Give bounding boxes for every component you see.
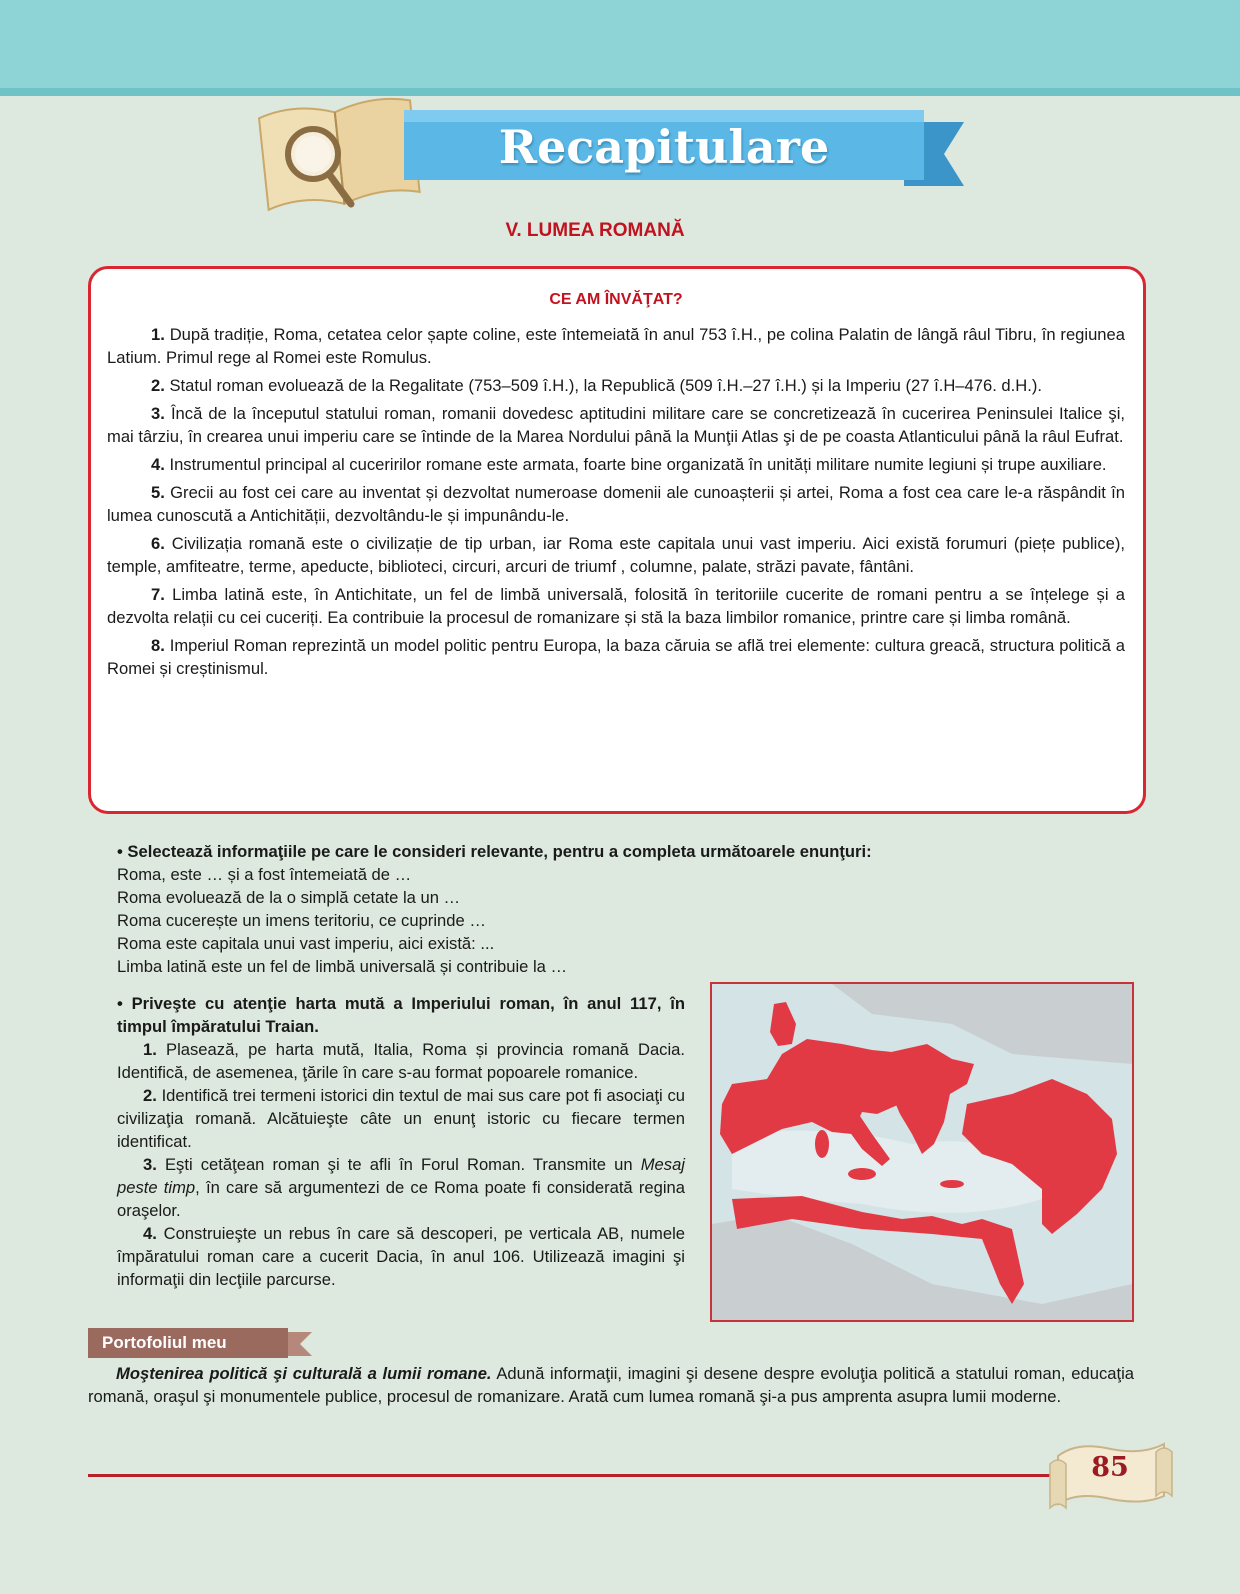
section-title: V. LUMEA ROMANĂ — [505, 220, 685, 241]
top-banner — [0, 0, 1240, 88]
item-text: Grecii au fost cei care au inventat și dezvoltat numeroase domenii ale cunoașterii și artei, Roma a fost cea care le-a răspândit în lumea cunoscută a Antichității, dezvoltându-le și impunându-le. — [107, 483, 1125, 525]
summary-item — [107, 374, 1125, 397]
item-text: După tradiție, Roma, cetatea celor șapte coline, este întemeiată în anul 753 î.H., pe colina Palatin de lângă râul Tibru, în regiunea Latium. Primul rege al Romei este Romulus. — [107, 325, 1125, 367]
item-text: Plasează, pe harta mută, Italia, Roma și provincia romană Dacia. Identifică, de asemenea, ţările în care s-au format popoarele romanice. — [117, 1040, 685, 1082]
item-text: Statul roman evoluează de la Regalitate (753–509 î.H.), la Republică (509 î.H.–27 î.H.) și la Imperiu (27 î.H–476. d.H.). — [164, 376, 1043, 395]
item-number: 1. — [151, 325, 165, 344]
item-number: 3. — [151, 404, 165, 423]
item-text: Limba latină este, în Antichitate, un fel de limbă universală, folosită în teritoriile cucerite de romani pentru a se înțelege și a dezvolta relații cu cei cuceriți. Ea contribuie la procesul de romanizare și stă la baza limbilor romanice, printre care și limba română. — [107, 585, 1125, 627]
completion-exercise — [117, 840, 1047, 978]
item-number: 3. — [143, 1155, 157, 1174]
summary-item — [107, 402, 1125, 448]
item-text-end: , în care să argumentezi de ce Roma poate fi considerată regina oraşelor. — [117, 1178, 685, 1220]
exercise-line: Roma cucerește un imens teritoriu, ce cuprinde … — [117, 911, 486, 930]
empire-map-drawing — [712, 984, 1132, 1320]
portfolio-text — [88, 1362, 1134, 1408]
item-number: 7. — [151, 585, 165, 604]
portfolio-label: Portofoliul meu — [102, 1333, 227, 1352]
footer-divider — [88, 1474, 1056, 1477]
top-banner-edge — [0, 88, 1240, 96]
item-number: 4. — [143, 1224, 157, 1243]
item-number: 8. — [151, 636, 165, 655]
map-exercise — [117, 992, 685, 1291]
item-text: Instrumentul principal al cuceririlor romane este armata, foarte bine organizată în unități militare numite legiuni și trupe auxiliare. — [164, 455, 1107, 474]
item-text: Încă de la începutul statului roman, romanii dovedesc aptitudini militare care se concretizează în cucerirea Peninsulei Italice şi, mai târziu, în crearea unui imperiu care se întinde de la Marea Nordului până la Munţii Atlas şi de pe coasta Atlanticului până la râul Eufrat. — [107, 404, 1125, 446]
book-magnifier-icon — [255, 92, 425, 212]
page-title: Recapitulare — [498, 120, 830, 174]
item-number: 5. — [151, 483, 165, 502]
exercise-line: Limba latină este un fel de limbă universală și contribuie la … — [117, 957, 568, 976]
summary-title: CE AM ÎNVĂŢAT? — [549, 291, 683, 308]
summary-item — [107, 323, 1125, 369]
exercise-line: Roma este capitala unui vast imperiu, aici există: ... — [117, 934, 495, 953]
exercise-line: Roma, este … și a fost întemeiată de … — [117, 865, 412, 884]
exercise-line: Roma evoluează de la o simplă cetate la un … — [117, 888, 461, 907]
item-emphasis: Mesaj peste timp — [117, 1155, 685, 1197]
summary-item — [107, 634, 1125, 680]
item-text: Civilizația romană este o civilizație de tip urban, iar Roma este capitala unui vast imperiu. Aici există forumuri (piețe publice), temple, amfiteatre, terme, apeducte, biblioteci, circuri, arcuri de triumf , columne, palate, străzi pavate, fântâni. — [107, 534, 1125, 576]
summary-item — [107, 532, 1125, 578]
map-exercise-item — [117, 1222, 685, 1291]
item-text: Eşti cetăţean roman şi te afli în Forul Roman. Transmite un — [156, 1155, 641, 1174]
map-exercise-item — [117, 1153, 685, 1222]
portfolio-description: Adună informaţii, imagini şi desene despre evoluţia politică a statului roman, educaţia romană, oraşul şi monumentele publice, procesul de romanizare. Arată cum lumea romană şi-a pus amprenta asupra lumii moderne. — [88, 1364, 1134, 1406]
portfolio-topic: Moştenirea politică şi culturală a lumii romane. — [116, 1364, 492, 1383]
item-number: 6. — [151, 534, 165, 553]
map-exercise-item — [117, 1084, 685, 1153]
item-number: 2. — [143, 1086, 157, 1105]
item-text: Imperiul Roman reprezintă un model politic pentru Europa, la baza căruia se află trei elemente: cultura greacă, structura politică a Romei și creștinismul. — [107, 636, 1125, 678]
item-text: Construieşte un rebus în care să descoperi, pe verticala AB, numele împăratului roman care a cucerit Dacia, în anul 106. Utilizează imagini şi informaţii din lecţiile parcurse. — [117, 1224, 685, 1289]
summary-item — [107, 583, 1125, 629]
page-number: 85 — [1091, 1452, 1129, 1483]
summary-item — [107, 453, 1125, 476]
item-text: Identifică trei termeni istorici din textul de mai sus care pot fi asociaţi cu civilizaţia romană. Alcătuieşte câte un enunţ istoric cu fiecare termen identificat. — [117, 1086, 685, 1151]
item-number: 1. — [143, 1040, 157, 1059]
map-exercise-instruction: • Priveşte cu atenţie harta mută a Imperiului roman, în anul 117, în timpul împăratului Traian. — [117, 994, 685, 1036]
item-number: 2. — [151, 376, 165, 395]
item-number: 4. — [151, 455, 165, 474]
summary-box — [88, 266, 1146, 814]
map-exercise-item — [117, 1038, 685, 1084]
roman-empire-map — [710, 982, 1134, 1322]
exercise-instruction: • Selectează informaţiile pe care le consideri relevante, pentru a completa următoarele enunţuri: — [117, 842, 872, 861]
summary-item — [107, 481, 1125, 527]
